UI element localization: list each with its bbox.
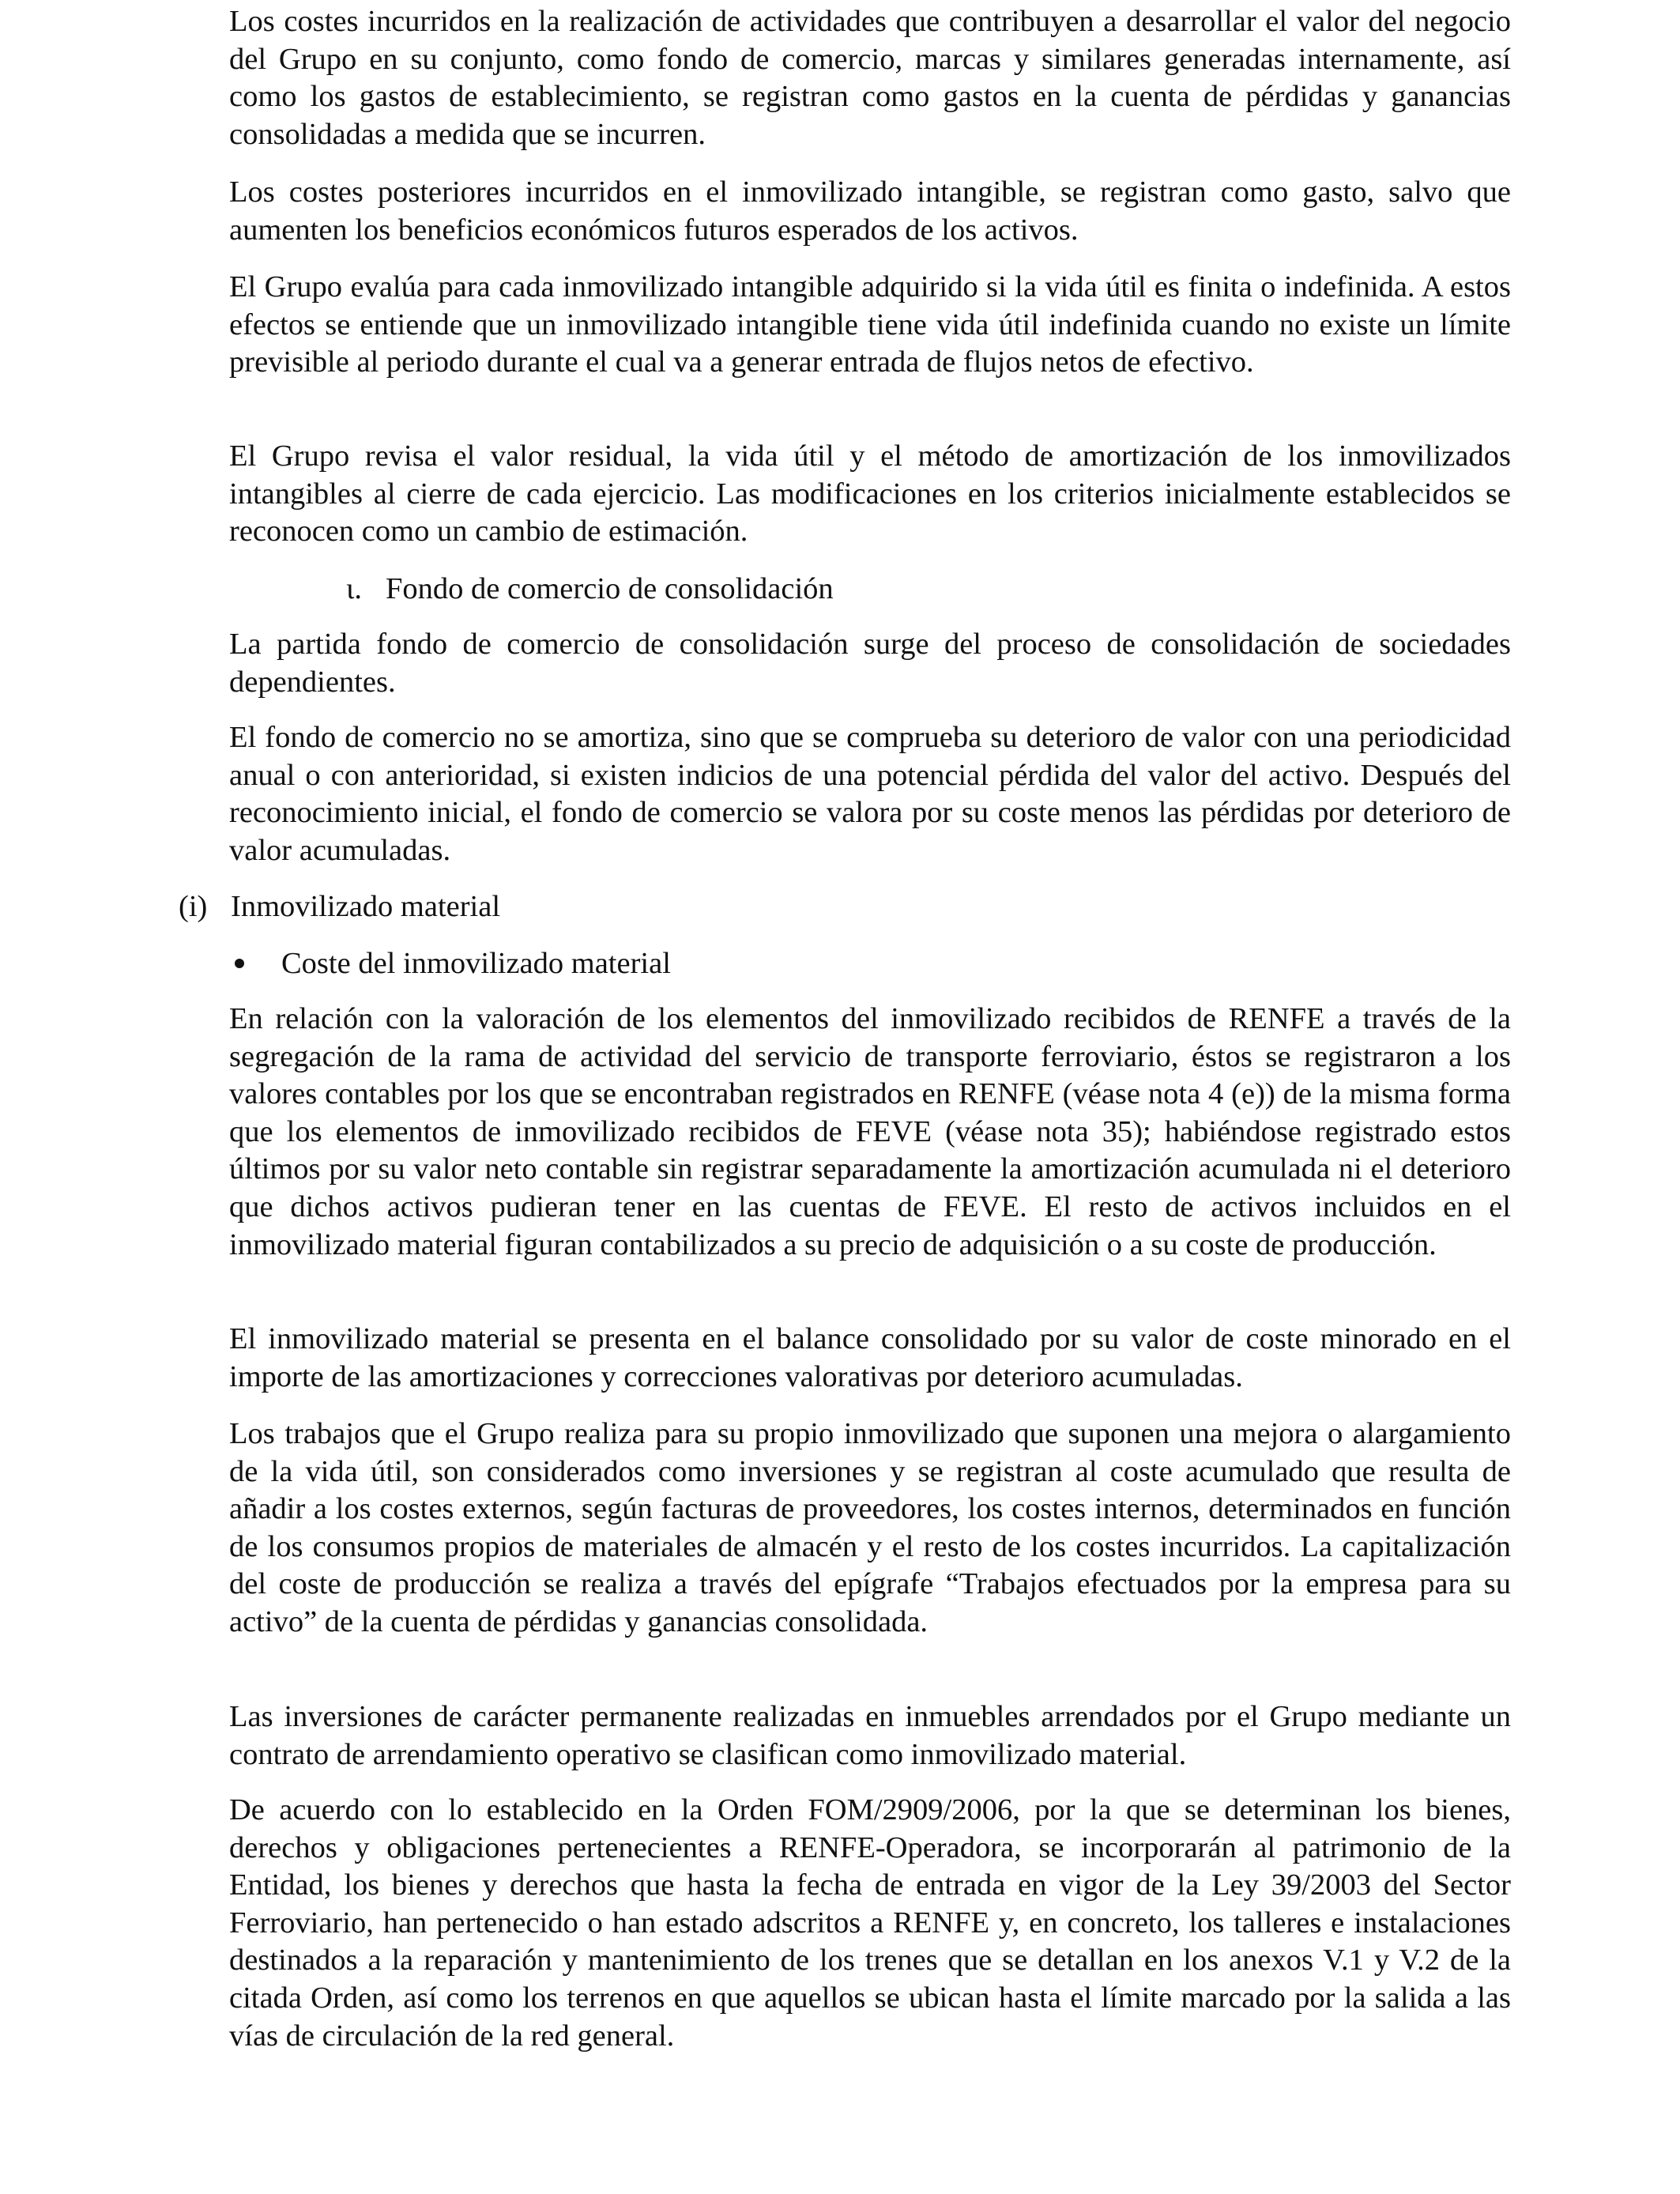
paragraph-trabajos-grupo: Los trabajos que el Grupo realiza para su propio inmovilizado que suponen una mejora o alargamiento de la vida útil, son considerados como inversiones y se registran al coste acumulado que resulta de añadir a los costes externos, según facturas de proveedores, los costes internos, determinados en función de los consumos propios de materiales de almacén y el resto de los costes incurridos. La capitalización del coste de producción se realiza a través del epígrafe “Trabajos efectuados por la empresa para su activo” de la cuenta de pérdidas y ganancias consolidada. bbox=[229, 1417, 1511, 1638]
bullet-heading-coste: Coste del inmovilizado material bbox=[281, 947, 671, 980]
paragraph-costes-posteriores: Los costes posteriores incurridos en el inmovilizado intangible, se registran como gasto, salvo que aumenten los beneficios económicos futuros esperados de los activos. bbox=[229, 175, 1511, 247]
bullet-icon bbox=[235, 959, 244, 968]
paragraph-balance-consolidado: El inmovilizado material se presenta en el balance consolidado por su valor de coste minorado en el importe de las amortizaciones y correcciones valorativas por deterioro acumuladas. bbox=[229, 1322, 1511, 1393]
paragraph-fondo-partida: La partida fondo de comercio de consolidación surge del proceso de consolidación de sociedades dependientes. bbox=[229, 628, 1511, 699]
paragraph-orden-fom: De acuerdo con lo establecido en la Orden FOM/2909/2006, por la que se determinan los bienes, derechos y obligaciones pertenecientes a RENFE-Operadora, se incorporarán al patrimonio de la Entidad, los bienes y derechos que hasta la fecha de entrada en vigor de la Ley 39/2003 del Sector Ferroviario, han pertenecido o han estado adscritos a RENFE y, en concreto, los talleres e instalaciones destinados a la reparación y mantenimiento de los trenes que se detallan en los anexos V.1 y V.2 de la citada Orden, así como los terrenos en que aquellos se ubican hasta el límite marcado por la salida a las vías de circulación de la red general. bbox=[229, 1793, 1511, 2053]
subheading-fondo-de-comercio: Fondo de comercio de consolidación bbox=[386, 572, 834, 605]
paragraph-inversiones-permanentes: Las inversiones de carácter permanente realizadas en inmuebles arrendados por el Grupo mediante un contrato de arrendamiento operativo se clasifican como inmovilizado material. bbox=[229, 1700, 1511, 1771]
paragraph-valoracion-renfe: En relación con la valoración de los elementos del inmovilizado recibidos de RENFE a través de la segregación de la rama de actividad del servicio de transporte ferroviario, éstos se registraron a los valores contables por los que se encontraban registrados en RENFE (véase nota 4 (e)) de la misma forma que los elementos de inmovilizado recibidos de FEVE (véase nota 35); habiéndose registrado estos últimos por su valor neto contable sin registrar separadamente la amortización acumulada ni el deterioro que dichos activos pudieran tener en las cuentas de FEVE. El resto de activos incluidos en el inmovilizado material figuran contabilizados a su precio de adquisición o a su coste de producción. bbox=[229, 1002, 1511, 1261]
subheading-marker: ι. bbox=[346, 572, 362, 605]
section-marker: (i) bbox=[179, 890, 208, 923]
section-heading-inmovilizado-material: Inmovilizado material bbox=[231, 890, 501, 923]
paragraph-vida-util: El Grupo evalúa para cada inmovilizado intangible adquirido si la vida útil es finita o indefinida. A estos efectos se entiende que un inmovilizado intangible tiene vida útil indefinida cuando no existe un límite previsible al periodo durante el cual va a generar entrada de flujos netos de efectivo. bbox=[229, 270, 1511, 379]
paragraph-fondo-no-amortiza: El fondo de comercio no se amortiza, sino que se comprueba su deterioro de valor con una periodicidad anual o con anterioridad, si existen indicios de una potencial pérdida del valor del activo. Después del reconocimiento inicial, el fondo de comercio se valora por su coste menos las pérdidas por deterioro de valor acumuladas. bbox=[229, 721, 1511, 867]
paragraph-valor-residual: El Grupo revisa el valor residual, la vida útil y el método de amortización de los inmovilizados intangibles al cierre de cada ejercicio. Las modificaciones en los criterios inicialmente establecidos se reconocen como un cambio de estimación. bbox=[229, 439, 1511, 548]
paragraph-costes-incurridos: Los costes incurridos en la realización de actividades que contribuyen a desarrollar el valor del negocio del Grupo en su conjunto, como fondo de comercio, marcas y similares generadas internamente, así como los gastos de establecimiento, se registran como gastos en la cuenta de pérdidas y ganancias consolidadas a medida que se incurren. bbox=[229, 5, 1511, 151]
